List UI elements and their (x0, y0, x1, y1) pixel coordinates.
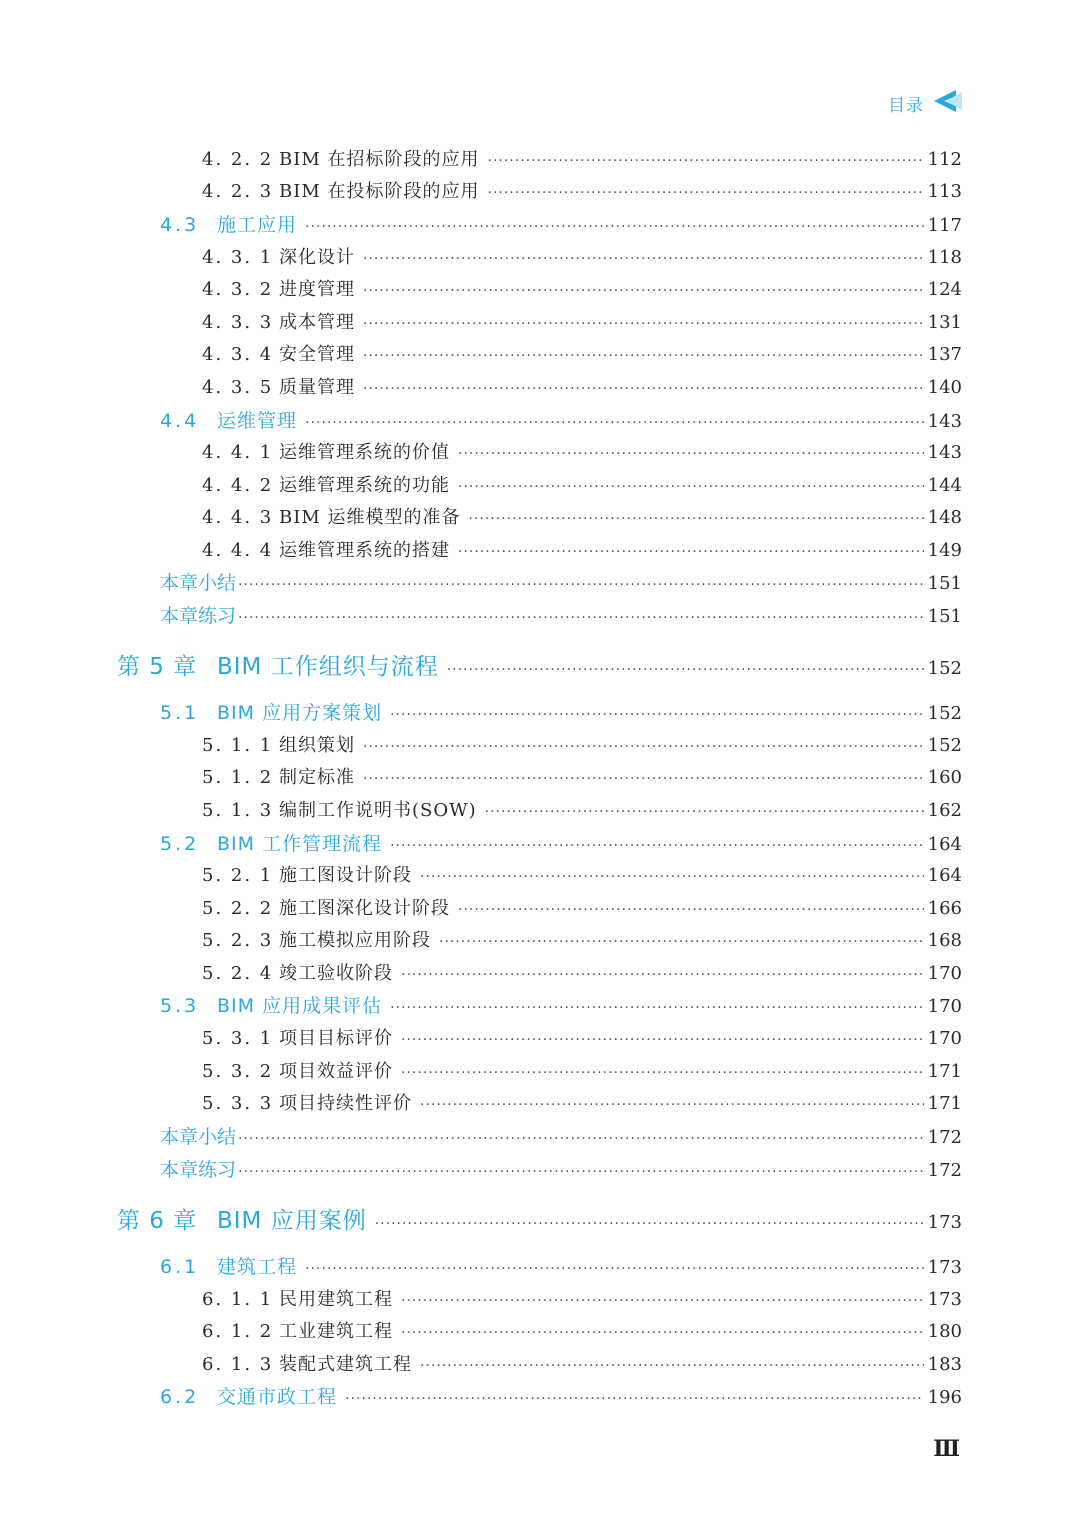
toc-dot-leader (238, 610, 924, 626)
toc-entry-number: 5. 1. 1 (202, 735, 274, 756)
toc-entry-title: 运维管理系统的价值 (279, 442, 450, 463)
toc-entry-page: 151 (927, 606, 962, 627)
toc-dot-leader (363, 771, 924, 787)
toc-entry-page: 148 (927, 507, 962, 528)
toc-entry-title: BIM 应用案例 (217, 1208, 367, 1234)
toc-entry-number: 4. 4. 4 (202, 540, 274, 561)
toc-entry-page: 170 (927, 963, 962, 984)
toc-entry-number: 4. 3. 5 (202, 377, 274, 398)
toc-entry-title: 编制工作说明书(SOW) (279, 800, 477, 821)
toc-entry-page: 170 (927, 996, 962, 1017)
toc-entry-number: 4. 3. 3 (202, 312, 274, 333)
toc-summary-entry[interactable] (160, 1155, 962, 1185)
toc-entry-page: 164 (927, 865, 962, 886)
toc-dot-leader (305, 1261, 924, 1277)
toc-dot-leader (401, 1065, 924, 1081)
toc-entry-title: 运维管理系统的功能 (279, 475, 450, 496)
toc-dot-leader (363, 348, 924, 364)
toc-entry-number: 4. 4. 1 (202, 442, 274, 463)
toc-summary-entry[interactable] (160, 1122, 962, 1152)
toc-entry-title: 安全管理 (279, 344, 355, 365)
toc-entry-number: 5. 2. 2 (202, 898, 274, 919)
toc-dot-leader (390, 1000, 924, 1016)
toc-subsection-entry[interactable] (202, 861, 962, 891)
toc-entry-title: 装配式建筑工程 (279, 1354, 412, 1375)
toc-entry-title: 运维管理 (217, 410, 298, 432)
toc-entry-title: 施工图深化设计阶段 (279, 898, 450, 919)
toc-summary-entry[interactable] (160, 601, 962, 631)
toc-entry-page: 170 (927, 1028, 962, 1049)
toc-dot-leader (375, 1216, 924, 1232)
toc-entry-title: 工业建筑工程 (279, 1321, 393, 1342)
toc-entry-number: 6. 1. 3 (202, 1354, 274, 1375)
toc-entry-title: 项目目标评价 (279, 1028, 393, 1049)
toc-entry-title: 成本管理 (279, 312, 355, 333)
toc-dot-leader (305, 415, 924, 431)
toc-dot-leader (363, 251, 924, 267)
toc-entry-page: 172 (927, 1160, 962, 1181)
toc-summary-entry[interactable] (160, 568, 962, 598)
toc-entry-title: 民用建筑工程 (279, 1289, 393, 1310)
toc-entry-number: 5. 2. 1 (202, 865, 274, 886)
toc-subsection-entry[interactable] (202, 438, 962, 468)
toc-entry-title: 制定标准 (279, 767, 355, 788)
toc-header (888, 88, 964, 118)
toc-entry-page: 113 (927, 181, 962, 202)
toc-entry-page: 143 (927, 411, 962, 432)
toc-entry-number: 5.1 (160, 702, 200, 724)
toc-entry-title: 本章小结 (160, 572, 237, 594)
toc-entry-number: 5. 3. 1 (202, 1028, 274, 1049)
toc-entry-title: BIM 工作管理流程 (217, 833, 383, 855)
toc-subsection-entry[interactable] (202, 763, 962, 793)
toc-dot-leader (469, 511, 924, 527)
toc-entry-page: 131 (927, 312, 962, 333)
toc-entry-page: 183 (927, 1354, 962, 1375)
toc-entry-page: 196 (927, 1387, 962, 1408)
toc-entry-page: 152 (927, 658, 962, 679)
toc-entry-title: BIM 在招标阶段的应用 (279, 149, 480, 170)
toc-entry-number: 4. 3. 1 (202, 247, 274, 268)
toc-dot-leader (401, 1032, 924, 1048)
toc-subsection-entry[interactable] (202, 471, 962, 501)
toc-subsection-entry[interactable] (202, 796, 962, 826)
toc-dot-leader (363, 316, 924, 332)
toc-entry-title: 施工图设计阶段 (279, 865, 412, 886)
toc-entry-number: 6. 1. 2 (202, 1321, 274, 1342)
toc-entry-title: 本章小结 (160, 1126, 237, 1148)
toc-dot-leader (458, 544, 924, 560)
toc-entry-number: 5.3 (160, 995, 200, 1017)
toc-dot-leader (345, 1391, 924, 1407)
toc-entry-page: 171 (927, 1061, 962, 1082)
toc-entry-number: 6.1 (160, 1256, 200, 1278)
toc-entry-page: 117 (927, 215, 962, 236)
toc-entry-number: 5.2 (160, 833, 200, 855)
toc-section-entry[interactable] (160, 991, 962, 1021)
toc-entry-number: 5. 2. 4 (202, 963, 274, 984)
toc-subsection-entry[interactable] (202, 1317, 962, 1347)
toc-entry-title: 本章练习 (160, 1159, 237, 1181)
toc-dot-leader (363, 381, 924, 397)
toc-dot-leader (458, 902, 924, 918)
toc-entry-number: 4. 4. 2 (202, 475, 274, 496)
toc-entry-number: 6. 1. 1 (202, 1289, 274, 1310)
toc-entry-number: 第 6 章 (117, 1208, 198, 1234)
toc-entry-number: 5. 2. 3 (202, 930, 274, 951)
page-number: Ⅲ (933, 1436, 960, 1462)
toc-entry-title: BIM 应用成果评估 (217, 995, 383, 1017)
toc-subsection-entry[interactable] (202, 894, 962, 924)
toc-chapter-entry[interactable] (117, 1202, 962, 1238)
toc-entry-number: 4. 4. 3 (202, 507, 274, 528)
toc-section-entry[interactable] (160, 1382, 962, 1412)
toc-entry-title: 项目效益评价 (279, 1061, 393, 1082)
toc-dot-leader (238, 577, 924, 593)
toc-dot-leader (401, 1293, 924, 1309)
toc-dot-leader (363, 283, 924, 299)
toc-entry-number: 5. 1. 2 (202, 767, 274, 788)
toc-subsection-entry[interactable] (202, 926, 962, 956)
toc-entry-page: 171 (927, 1093, 962, 1114)
toc-entry-title: 质量管理 (279, 377, 355, 398)
toc-section-entry[interactable] (160, 210, 962, 240)
toc-subsection-entry[interactable] (202, 1089, 962, 1119)
toc-section-entry[interactable] (160, 698, 962, 728)
toc-subsection-entry[interactable] (202, 340, 962, 370)
toc-entry-page: 166 (927, 898, 962, 919)
toc-entry-number: 4.3 (160, 214, 200, 236)
toc-entry-title: 组织策划 (279, 735, 355, 756)
header-label: 目录 (888, 95, 924, 116)
toc-entry-page: 168 (927, 930, 962, 951)
toc-dot-leader (305, 219, 924, 235)
toc-entry-number: 4. 2. 3 (202, 181, 274, 202)
toc-dot-leader (458, 479, 924, 495)
toc-dot-leader (488, 153, 924, 169)
toc-entry-page: 140 (927, 377, 962, 398)
toc-entry-title: 交通市政工程 (217, 1386, 338, 1408)
toc-dot-leader (420, 869, 924, 885)
toc-entry-number: 第 5 章 (117, 654, 198, 680)
toc-entry-page: 144 (927, 475, 962, 496)
chevron-left-icon (934, 88, 964, 118)
toc-entry-title: 深化设计 (279, 247, 355, 268)
toc-dot-leader (488, 185, 924, 201)
toc-entry-page: 162 (927, 800, 962, 821)
toc-dot-leader (420, 1097, 924, 1113)
toc-dot-leader (447, 662, 924, 678)
toc-entry-title: 竣工验收阶段 (279, 963, 393, 984)
toc-dot-leader (401, 967, 924, 983)
toc-subsection-entry[interactable] (202, 1285, 962, 1315)
toc-entry-page: 118 (927, 247, 962, 268)
toc-subsection-entry[interactable] (202, 177, 962, 207)
toc-subsection-entry[interactable] (202, 243, 962, 273)
toc-subsection-entry[interactable] (202, 1057, 962, 1087)
toc-entry-title: 本章练习 (160, 605, 237, 627)
toc-subsection-entry[interactable] (202, 536, 962, 566)
toc-dot-leader (485, 804, 924, 820)
toc-entry-title: BIM 运维模型的准备 (279, 507, 461, 528)
toc-entry-title: 进度管理 (279, 279, 355, 300)
toc-entry-title: BIM 工作组织与流程 (217, 654, 439, 680)
toc-entry-title: 施工模拟应用阶段 (279, 930, 431, 951)
toc-subsection-entry[interactable] (202, 503, 962, 533)
toc-dot-leader (401, 1325, 924, 1341)
toc-entry-number: 4. 3. 2 (202, 279, 274, 300)
toc-entry-page: 151 (927, 573, 962, 594)
toc-dot-leader (390, 707, 924, 723)
toc-entry-page: 173 (927, 1212, 962, 1233)
toc-subsection-entry[interactable] (202, 308, 962, 338)
toc-section-entry[interactable] (160, 1252, 962, 1282)
toc-entry-number: 4. 3. 4 (202, 344, 274, 365)
toc-entry-page: 173 (927, 1257, 962, 1278)
toc-entry-title: BIM 应用方案策划 (217, 702, 383, 724)
toc-entry-title: 项目持续性评价 (279, 1093, 412, 1114)
toc-subsection-entry[interactable] (202, 959, 962, 989)
toc-entry-page: 112 (927, 149, 962, 170)
toc-entry-page: 164 (927, 834, 962, 855)
toc-section-entry[interactable] (160, 406, 962, 436)
toc-entry-page: 173 (927, 1289, 962, 1310)
toc-dot-leader (238, 1164, 924, 1180)
toc-entry-page: 149 (927, 540, 962, 561)
toc-entry-number: 5. 3. 2 (202, 1061, 274, 1082)
toc-entry-number: 4. 2. 2 (202, 149, 274, 170)
toc-entry-page: 124 (927, 279, 962, 300)
toc-dot-leader (439, 934, 924, 950)
toc-chapter-entry[interactable] (117, 648, 962, 684)
toc-entry-page: 152 (927, 703, 962, 724)
toc-dot-leader (458, 446, 924, 462)
toc-entry-page: 137 (927, 344, 962, 365)
toc-subsection-entry[interactable] (202, 1024, 962, 1054)
toc-subsection-entry[interactable] (202, 373, 962, 403)
toc-subsection-entry[interactable] (202, 275, 962, 305)
toc-entry-number: 5. 1. 3 (202, 800, 274, 821)
toc-entry-title: 施工应用 (217, 214, 298, 236)
toc-dot-leader (238, 1131, 924, 1147)
toc-entry-page: 160 (927, 767, 962, 788)
toc-entry-number: 6.2 (160, 1386, 200, 1408)
toc-entry-page: 172 (927, 1127, 962, 1148)
toc-entry-number: 4.4 (160, 410, 200, 432)
toc-entry-page: 180 (927, 1321, 962, 1342)
toc-subsection-entry[interactable] (202, 731, 962, 761)
toc-dot-leader (363, 739, 924, 755)
toc-entry-number: 5. 3. 3 (202, 1093, 274, 1114)
toc-subsection-entry[interactable] (202, 145, 962, 175)
toc-dot-leader (390, 838, 924, 854)
toc-subsection-entry[interactable] (202, 1350, 962, 1380)
toc-entry-title: BIM 在投标阶段的应用 (279, 181, 480, 202)
toc-entry-title: 运维管理系统的搭建 (279, 540, 450, 561)
toc-section-entry[interactable] (160, 829, 962, 859)
toc-entry-page: 152 (927, 735, 962, 756)
toc-entry-page: 143 (927, 442, 962, 463)
toc-entry-title: 建筑工程 (217, 1256, 298, 1278)
toc-dot-leader (420, 1358, 924, 1374)
